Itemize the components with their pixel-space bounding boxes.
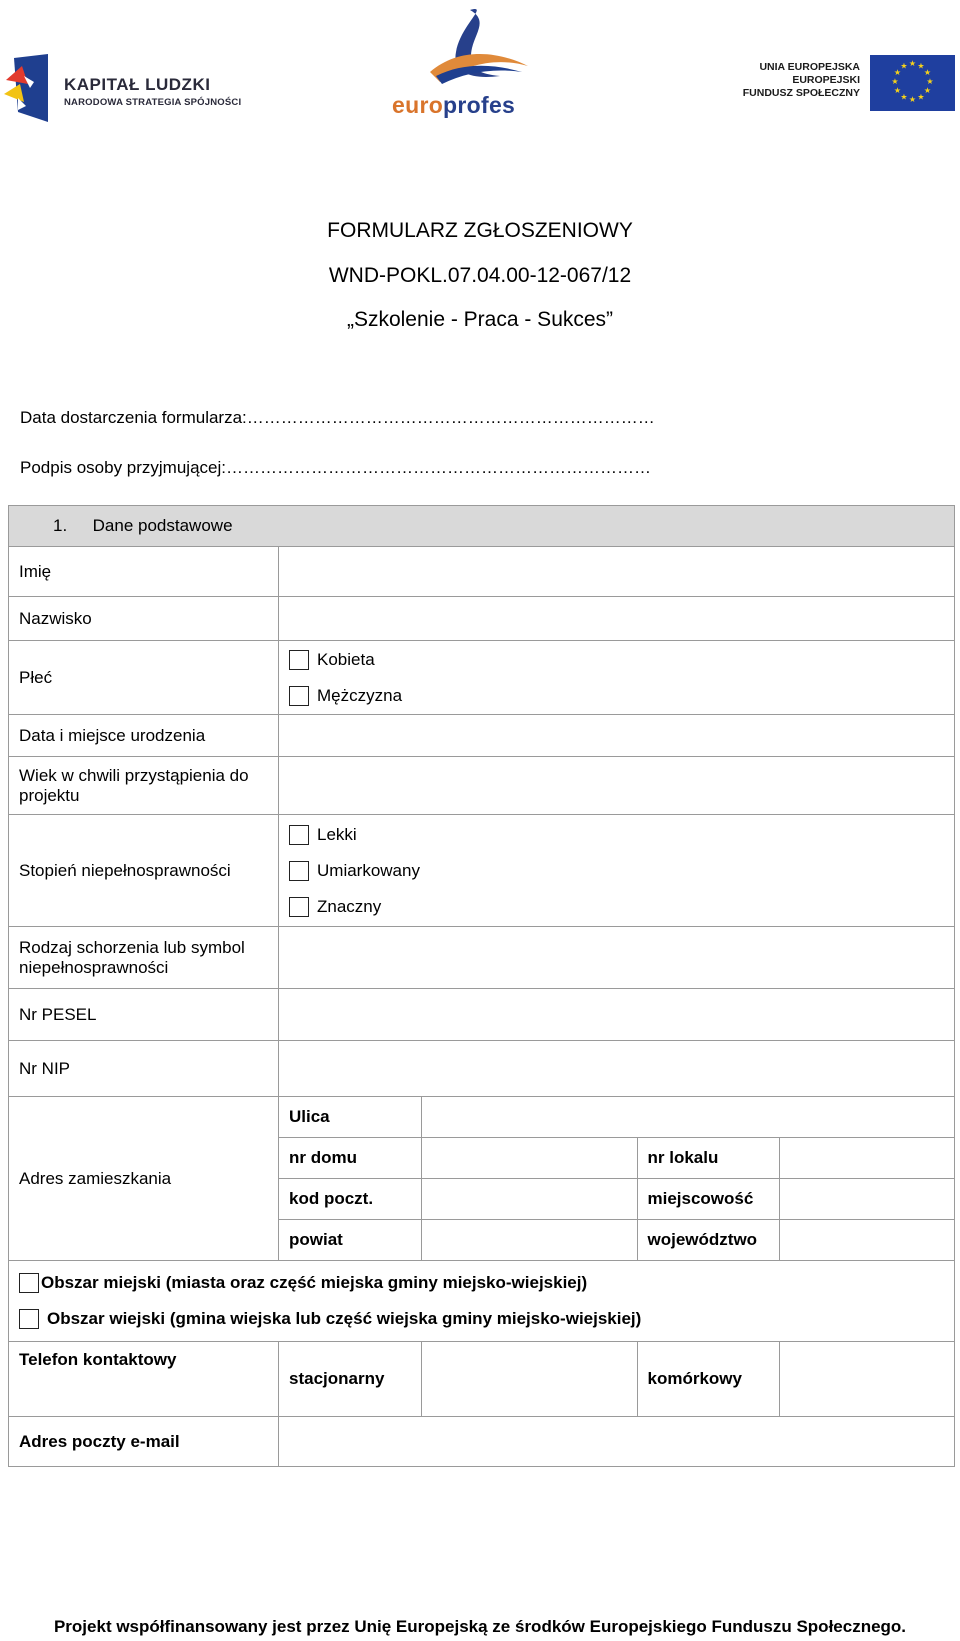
address-grid	[279, 1097, 955, 1261]
delivery-date-line[interactable]: Data dostarczenia formularza:………………………………………………………………	[20, 408, 655, 427]
significant-checkbox[interactable]	[289, 897, 309, 917]
rural-area-option[interactable]	[19, 1301, 944, 1337]
landline-field[interactable]	[421, 1342, 637, 1416]
light-checkbox[interactable]	[289, 825, 309, 845]
phone-label: Telefon kontaktowy	[9, 1342, 279, 1417]
apartment-no-field[interactable]	[779, 1138, 955, 1179]
gender-label: Płeć	[9, 641, 279, 715]
ue-logo-line3: FUNDUSZ SPOŁECZNY	[742, 87, 860, 99]
disability-degree-label: Stopień niepełnosprawności	[9, 815, 279, 927]
svg-text:★: ★	[900, 61, 908, 71]
ue-logo-line2: EUROPEJSKI	[792, 74, 860, 86]
last-name-label: Nazwisko	[9, 597, 279, 641]
gender-options	[279, 641, 955, 715]
kapital-ludzki-logo-subtext: NARODOWA STRATEGIA SPÓJNOŚCI	[64, 97, 242, 108]
area-type-options	[9, 1261, 955, 1342]
nip-field[interactable]	[279, 1041, 955, 1097]
email-label: Adres poczty e-mail	[9, 1417, 279, 1467]
first-name-label: Imię	[9, 547, 279, 597]
house-no-label: nr domu	[279, 1138, 421, 1179]
rural-area-label: Obszar wiejski (gmina wiejska lub część wiejska gminy miejsko-wiejskiej)	[47, 1309, 642, 1328]
email-field[interactable]	[279, 1417, 955, 1467]
male-checkbox[interactable]	[289, 686, 309, 706]
ue-logo-line1: UNIA EUROPEJSKA	[759, 61, 860, 73]
footer-note: Projekt współfinansowany jest przez Unię Europejską ze środków Europejskiego Funduszu Społecznego.	[53, 1617, 907, 1636]
receiver-signature-line[interactable]: Podpis osoby przyjmującej:…………………………………………………………………	[20, 458, 651, 477]
voivodeship-field[interactable]	[779, 1220, 955, 1261]
male-label: Mężczyzna	[317, 685, 403, 705]
europrofes-logo-text	[392, 92, 515, 119]
disability-option-significant[interactable]	[289, 889, 944, 925]
svg-text:★: ★	[923, 86, 932, 95]
mobile-field[interactable]	[779, 1342, 955, 1416]
birth-field[interactable]	[279, 715, 955, 757]
svg-text:★: ★	[908, 59, 917, 68]
svg-text:★: ★	[923, 68, 932, 77]
condition-type-field[interactable]	[279, 927, 955, 989]
age-field[interactable]	[279, 757, 955, 815]
city-label: miejscowość	[637, 1179, 779, 1220]
urban-area-option[interactable]	[19, 1265, 944, 1301]
apartment-no-label: nr lokalu	[637, 1138, 779, 1179]
pesel-field[interactable]	[279, 989, 955, 1041]
svg-text:★: ★	[908, 95, 917, 104]
condition-type-label: Rodzaj schorzenia lub symbol niepełnosprawności	[9, 927, 279, 989]
nip-label: Nr NIP	[9, 1041, 279, 1097]
female-label: Kobieta	[317, 649, 375, 669]
disability-degree-options	[279, 815, 955, 927]
pesel-label: Nr PESEL	[9, 989, 279, 1041]
eu-flag-icon	[870, 55, 955, 111]
disability-option-light[interactable]	[289, 817, 944, 853]
county-label: powiat	[279, 1220, 421, 1261]
female-checkbox[interactable]	[289, 650, 309, 670]
rural-area-checkbox[interactable]	[19, 1309, 39, 1329]
city-field[interactable]	[779, 1179, 955, 1220]
postal-code-field[interactable]	[421, 1179, 637, 1220]
europrofes-swoosh-icon	[430, 6, 530, 90]
address-subtable	[279, 1097, 955, 1260]
project-name: „Szkolenie - Praca - Sukces”	[346, 308, 614, 331]
svg-text:★: ★	[893, 86, 902, 95]
urban-area-label: Obszar miejski (miasta oraz część miejska gminy miejsko-wiejskiej)	[41, 1273, 588, 1292]
moderate-label: Umiarkowany	[317, 860, 420, 880]
moderate-checkbox[interactable]	[289, 861, 309, 881]
kapital-ludzki-flag-icon	[4, 54, 50, 122]
street-field[interactable]	[421, 1097, 955, 1138]
project-code: WND-POKL.07.04.00-12-067/12	[328, 264, 632, 287]
address-label: Adres zamieszkania	[9, 1097, 279, 1261]
kapital-ludzki-logo-text: KAPITAŁ LUDZKI	[64, 75, 211, 94]
postal-code-label: kod poczt.	[279, 1179, 421, 1220]
basic-data-form	[8, 505, 955, 1467]
section-title: Dane podstawowe	[92, 516, 233, 535]
section-header	[9, 506, 955, 547]
ue-logo-text	[700, 61, 860, 100]
last-name-field[interactable]	[279, 597, 955, 641]
form-title: FORMULARZ ZGŁOSZENIOWY	[327, 219, 633, 242]
disability-option-moderate[interactable]	[289, 853, 944, 889]
age-label: Wiek w chwili przystąpienia do projektu	[9, 757, 279, 815]
svg-text:★: ★	[891, 77, 899, 86]
mobile-label: komórkowy	[637, 1342, 779, 1416]
europrofes-logo-suffix: profes	[443, 92, 516, 118]
svg-text:★: ★	[900, 92, 908, 102]
urban-area-checkbox[interactable]	[19, 1273, 39, 1293]
house-no-field[interactable]	[421, 1138, 637, 1179]
first-name-field[interactable]	[279, 547, 955, 597]
section-number: 1.	[53, 516, 68, 535]
phone-grid	[279, 1342, 955, 1417]
svg-text:★: ★	[917, 61, 925, 71]
county-field[interactable]	[421, 1220, 637, 1261]
light-label: Lekki	[317, 824, 357, 844]
significant-label: Znaczny	[317, 896, 382, 916]
phone-subtable	[279, 1342, 955, 1416]
svg-text:★: ★	[893, 68, 902, 77]
svg-text:★: ★	[926, 77, 934, 86]
voivodeship-label: województwo	[637, 1220, 779, 1261]
gender-option-female[interactable]	[289, 642, 944, 678]
europrofes-logo-prefix: euro	[392, 92, 444, 118]
birth-label: Data i miejsce urodzenia	[9, 715, 279, 757]
svg-text:★: ★	[917, 92, 925, 102]
landline-label: stacjonarny	[289, 1369, 385, 1388]
gender-option-male[interactable]	[289, 678, 944, 714]
street-label: Ulica	[279, 1097, 421, 1138]
